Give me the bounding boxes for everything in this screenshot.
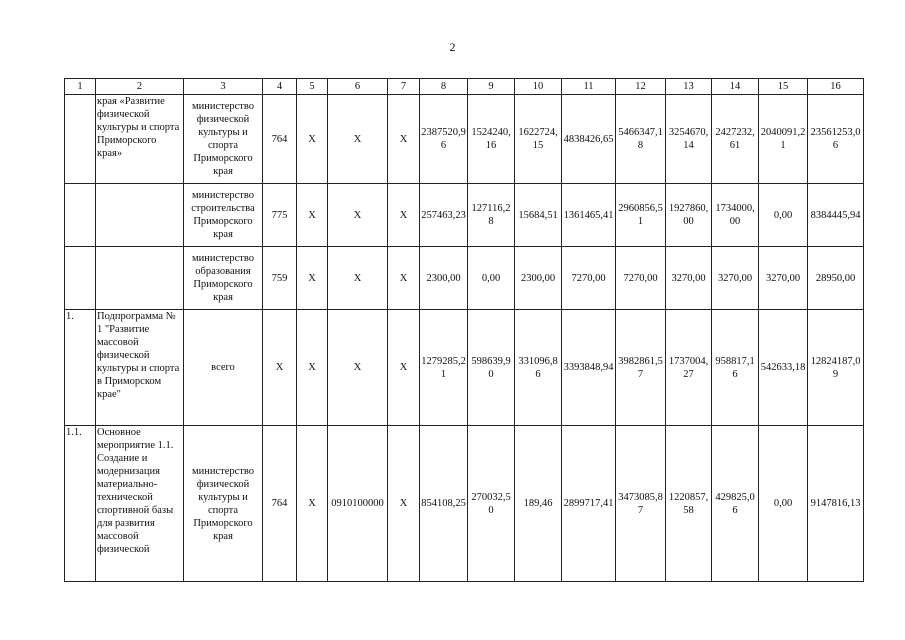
code-cell: X — [297, 95, 328, 184]
header-cell: 7 — [388, 79, 420, 95]
table-row — [65, 426, 864, 582]
amount-cell: 7270,00 — [562, 247, 616, 310]
amount-cell: 189,46 — [515, 426, 562, 582]
amount-cell: 3270,00 — [759, 247, 808, 310]
header-cell: 12 — [616, 79, 666, 95]
amount-cell: 1927860,00 — [666, 184, 712, 247]
amount-cell: 0,00 — [759, 184, 808, 247]
header-cell: 4 — [263, 79, 297, 95]
responsible-cell: министерство образования Приморского края — [184, 247, 263, 310]
responsible-cell: министерство строительства Приморского края — [184, 184, 263, 247]
total-cell: 8384445,94 — [808, 184, 864, 247]
amount-cell: 1279285,21 — [420, 310, 468, 426]
amount-cell: 3393848,94 — [562, 310, 616, 426]
amount-cell: 542633,18 — [759, 310, 808, 426]
item-number-cell — [65, 95, 96, 184]
program-name-cell — [96, 184, 184, 247]
header-cell: 1 — [65, 79, 96, 95]
amount-cell: 1622724,15 — [515, 95, 562, 184]
header-cell: 3 — [184, 79, 263, 95]
amount-cell: 598639,90 — [468, 310, 515, 426]
amount-cell: 4838426,65 — [562, 95, 616, 184]
total-cell: 23561253,06 — [808, 95, 864, 184]
code-cell: X — [297, 426, 328, 582]
amount-cell: 1524240,16 — [468, 95, 515, 184]
total-cell: 12824187,09 — [808, 310, 864, 426]
table-row — [65, 247, 864, 310]
table-row — [65, 95, 864, 184]
amount-cell: 2300,00 — [515, 247, 562, 310]
program-name-cell: Подпрограмма № 1 "Развитие массовой физической культуры и спорта в Приморском крае" — [96, 310, 184, 426]
code-cell: 764 — [263, 426, 297, 582]
header-cell: 14 — [712, 79, 759, 95]
item-number-cell — [65, 184, 96, 247]
header-cell: 16 — [808, 79, 864, 95]
total-cell: 9147816,13 — [808, 426, 864, 582]
amount-cell: 2300,00 — [420, 247, 468, 310]
header-cell: 6 — [328, 79, 388, 95]
table-row — [65, 310, 864, 426]
amount-cell: 331096,86 — [515, 310, 562, 426]
amount-cell: 3270,00 — [712, 247, 759, 310]
code-cell: X — [328, 247, 388, 310]
amount-cell: 0,00 — [759, 426, 808, 582]
amount-cell: 429825,06 — [712, 426, 759, 582]
header-cell: 5 — [297, 79, 328, 95]
code-cell: X — [297, 184, 328, 247]
code-cell: X — [388, 95, 420, 184]
amount-cell: 127116,28 — [468, 184, 515, 247]
amount-cell: 2427232,61 — [712, 95, 759, 184]
program-name-cell: Основное мероприятие 1.1. Создание и модернизация материально-технической спортивной базы для развития массовой физической — [96, 426, 184, 582]
code-cell: 764 — [263, 95, 297, 184]
code-cell: 759 — [263, 247, 297, 310]
header-cell: 2 — [96, 79, 184, 95]
amount-cell: 257463,23 — [420, 184, 468, 247]
code-cell: X — [388, 247, 420, 310]
code-cell: X — [388, 310, 420, 426]
amount-cell: 7270,00 — [616, 247, 666, 310]
page-number: 2 — [449, 40, 456, 54]
header-row — [65, 79, 864, 95]
responsible-cell: министерство физической культуры и спорта Приморского края — [184, 426, 263, 582]
program-name-cell: края «Развитие физической культуры и спорта Приморского края» — [96, 95, 184, 184]
code-cell: X — [297, 247, 328, 310]
code-cell: X — [328, 184, 388, 247]
responsible-cell: министерство физической культуры и спорта Приморского края — [184, 95, 263, 184]
amount-cell: 2040091,21 — [759, 95, 808, 184]
code-cell: X — [328, 310, 388, 426]
amount-cell: 270032,50 — [468, 426, 515, 582]
amount-cell: 3254670,14 — [666, 95, 712, 184]
item-number-cell — [65, 247, 96, 310]
amount-cell: 958817,16 — [712, 310, 759, 426]
header-cell: 10 — [515, 79, 562, 95]
item-number-cell: 1.1. — [65, 426, 96, 582]
budget-table — [64, 78, 864, 582]
header-cell: 8 — [420, 79, 468, 95]
header-cell: 9 — [468, 79, 515, 95]
amount-cell: 2899717,41 — [562, 426, 616, 582]
amount-cell: 1734000,00 — [712, 184, 759, 247]
code-cell: X — [297, 310, 328, 426]
code-cell: X — [263, 310, 297, 426]
amount-cell: 1737004,27 — [666, 310, 712, 426]
amount-cell: 2960856,51 — [616, 184, 666, 247]
total-cell: 28950,00 — [808, 247, 864, 310]
amount-cell: 0,00 — [468, 247, 515, 310]
amount-cell: 3982861,57 — [616, 310, 666, 426]
table-row — [65, 184, 864, 247]
code-cell: 775 — [263, 184, 297, 247]
code-cell: X — [388, 184, 420, 247]
amount-cell: 2387520,96 — [420, 95, 468, 184]
code-cell: 0910100000 — [328, 426, 388, 582]
header-cell: 15 — [759, 79, 808, 95]
amount-cell: 5466347,18 — [616, 95, 666, 184]
header-cell: 13 — [666, 79, 712, 95]
amount-cell: 854108,25 — [420, 426, 468, 582]
code-cell: X — [328, 95, 388, 184]
responsible-cell: всего — [184, 310, 263, 426]
amount-cell: 3270,00 — [666, 247, 712, 310]
header-cell: 11 — [562, 79, 616, 95]
amount-cell: 15684,51 — [515, 184, 562, 247]
amount-cell: 3473085,87 — [616, 426, 666, 582]
amount-cell: 1220857,58 — [666, 426, 712, 582]
item-number-cell: 1. — [65, 310, 96, 426]
amount-cell: 1361465,41 — [562, 184, 616, 247]
program-name-cell — [96, 247, 184, 310]
code-cell: X — [388, 426, 420, 582]
